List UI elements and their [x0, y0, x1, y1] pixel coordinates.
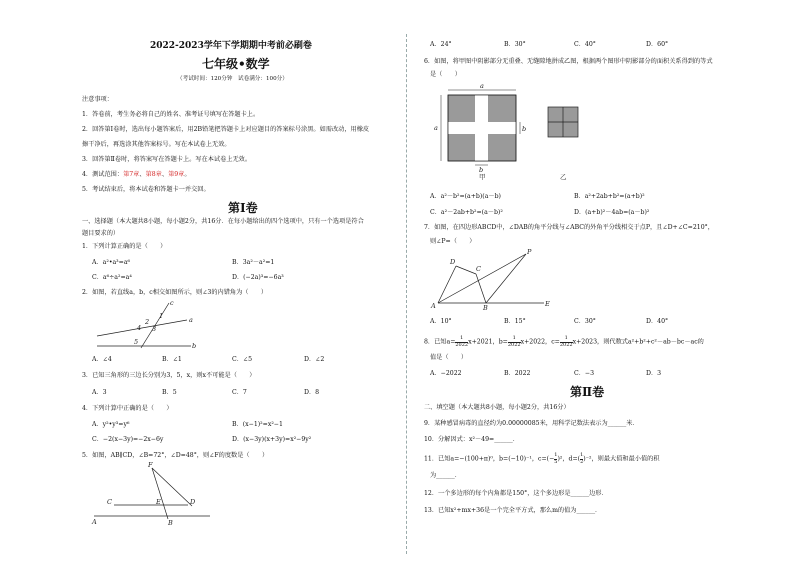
q7-option-a[interactable]: A．10°	[430, 318, 452, 325]
fig-label: b	[192, 342, 197, 350]
column-divider	[406, 34, 407, 554]
fig-label: 甲	[479, 173, 486, 181]
fraction	[455, 336, 468, 348]
fraction-num: 1	[455, 336, 468, 343]
fraction-den: 2	[580, 458, 584, 465]
scope-sep: 。	[184, 171, 191, 178]
q4-stem: 4．下列计算中正确的是（ ）	[82, 405, 173, 412]
q13-stem: 13．已知x²+mx+36是一个完全平方式，那么m的值为______．	[424, 507, 602, 514]
fig-label: F	[148, 461, 153, 469]
notice-item-scope	[82, 171, 191, 179]
q8-option-d[interactable]: D．3	[646, 370, 662, 377]
fig-label: C	[107, 498, 112, 506]
q3-option-a[interactable]: A．3	[92, 389, 107, 396]
q3-option-b[interactable]: B．5	[162, 389, 177, 396]
fig-label: a	[434, 124, 438, 132]
notice-item: 3．回答第Ⅱ卷时，将答案写在答题卡上。写在本试卷上无效。	[82, 156, 252, 163]
q8-text: x+2022，c=	[520, 338, 560, 346]
q5-option-c[interactable]: C．40°	[574, 41, 596, 48]
fig-label: 1	[159, 312, 164, 320]
q9-stem: 9．某种感冒病毒的直径约为0.00000085米，用科学记数法表示为______米．	[424, 420, 639, 427]
fraction-num: 1	[580, 452, 584, 458]
q7-figure	[431, 248, 556, 312]
q2-stem: 2．如图，若直线a，b，c相交如图所示，则∠3的内错角为（ ）	[82, 289, 268, 296]
q5-option-d[interactable]: D．60°	[646, 41, 669, 48]
q1-stem: 1．下列计算正确的是（ ）	[82, 243, 167, 250]
q11-stem	[424, 453, 660, 465]
exam-title: 2022-2023学年下学期期中考前必刷卷	[150, 41, 312, 51]
fig-label: D	[450, 258, 456, 266]
notice-heading: 注意事项：	[82, 96, 113, 103]
q6-option-c[interactable]: C．a²－2ab+b²=(a－b)²	[430, 209, 503, 216]
q5-option-a[interactable]: A．24°	[430, 41, 452, 48]
q7-stem-cont: 则∠P=（ ）	[430, 238, 476, 245]
scope-sep: 、	[139, 171, 146, 178]
q2-option-b[interactable]: B．∠1	[162, 356, 182, 363]
q2-option-c[interactable]: C．∠5	[232, 356, 253, 363]
q11-text: )²，d=(	[557, 455, 581, 463]
fig-label: E	[545, 300, 550, 308]
fig-label: 3	[152, 325, 157, 333]
scope-chapter: 第8章	[145, 171, 162, 178]
q6-stem-cont: 是（ ）	[430, 71, 461, 78]
fig-label: a	[189, 316, 193, 324]
q3-option-c[interactable]: C．7	[232, 389, 247, 396]
fig-label: B	[168, 519, 173, 527]
q6-option-d[interactable]: D．(a+b)²－4ab=(a－b)²	[574, 209, 650, 216]
fraction-num: 1	[508, 336, 521, 343]
q8-text: 8．已知a=	[424, 338, 456, 346]
right-column	[424, 0, 774, 562]
notice-item: 擦干净后，再选涂其他答案标号。写在本试卷上无效。	[82, 141, 231, 148]
q11-text: 11．已知a=−(100+π)⁰，b=(−10)⁻¹，c=(−	[424, 455, 555, 463]
q1-option-a[interactable]: A．a²•a³=a⁶	[92, 259, 130, 266]
q1-option-d[interactable]: D．(−2a)³=−6a³	[232, 274, 284, 281]
fraction-num: 1	[560, 336, 573, 343]
fig-label: C	[476, 265, 481, 273]
side-cb	[476, 274, 486, 303]
scope-chapter: 第7章	[123, 171, 140, 178]
side-dc	[456, 266, 476, 274]
q11-text: )⁻²，则最大值和最小值的积	[583, 455, 660, 463]
q8-text: x+2021，b=	[468, 338, 508, 346]
q7-option-c[interactable]: C．30°	[574, 318, 596, 325]
q8-option-c[interactable]: C．−3	[574, 370, 595, 377]
part1-heading: 第Ⅰ卷	[228, 201, 258, 215]
fig-label: P	[527, 248, 532, 256]
notice-item: 1．答卷前，考生务必将自己的姓名、准考证号填写在答题卡上。	[82, 111, 260, 118]
exam-info: （考试时间：120分钟 试卷满分：100分）	[177, 76, 288, 82]
q7-option-d[interactable]: D．40°	[646, 318, 669, 325]
q5-stem: 5．如图，AB∥CD，∠B=72°，∠D=48°，则∠F的度数是（ ）	[82, 452, 269, 459]
line-bp	[486, 254, 526, 303]
q2-option-a[interactable]: A．∠4	[92, 356, 112, 363]
q4-option-b[interactable]: B．(x−1)²=x²−1	[232, 421, 283, 428]
q4-option-d[interactable]: D．(x−3y)(x+3y)=x²−9y²	[232, 436, 312, 443]
q2-option-d[interactable]: D．∠2	[304, 356, 325, 363]
line-a	[97, 320, 187, 336]
fig-label: 5	[134, 338, 139, 346]
q7-option-b[interactable]: B．15°	[504, 318, 526, 325]
notice-item: 5．考试结束后，将本试卷和答题卡一并交回。	[82, 186, 210, 193]
q12-stem: 12．一个多边形的每个内角都是150°，这个多边形是______边形．	[424, 490, 608, 497]
q6-option-b[interactable]: B．a²+2ab+b²=(a+b)²	[574, 193, 645, 200]
q8-stem-cont: 值是（ ）	[430, 354, 468, 361]
q6-figure	[432, 82, 582, 181]
fraction-den: 2022	[507, 341, 521, 348]
cross-horizontal	[448, 122, 516, 134]
q3-stem: 3．已知三角形的三边长分别为3，5，x，则x不可能是（ ）	[82, 372, 256, 379]
fig-label: a	[480, 82, 484, 90]
fraction-num: 1	[554, 452, 558, 458]
q3-option-d[interactable]: D．8	[304, 389, 320, 396]
fraction	[508, 336, 521, 348]
q6-stem: 6．如图，将甲图中阴影部分无重叠、无缝隙地拼成乙图，根据两个图形中阴影部分的面积关系得到的等式	[424, 58, 713, 65]
fig-label: A	[92, 518, 97, 526]
fraction-den: 2022	[559, 341, 573, 348]
notice-item: 2．回答第Ⅰ卷时，选出每小题答案后，用2B铅笔把答题卡上对应题目的答案标号涂黑。如需改动，用橡皮	[82, 126, 370, 133]
fig-label: c	[170, 299, 174, 307]
q11-stem-cont: 为______．	[430, 472, 461, 479]
side-ad	[438, 266, 456, 303]
fig-label: b	[522, 125, 527, 133]
scope-chapter: 第9章	[168, 171, 185, 178]
fig-label: b	[479, 166, 484, 174]
left-column	[82, 0, 392, 562]
q4-option-c[interactable]: C．−2(x−3y)=−2x−6y	[92, 436, 164, 443]
q8-option-a[interactable]: A．−2022	[430, 370, 462, 377]
fig-label: 乙	[560, 173, 567, 181]
exam-subtitle: 七年级•数学	[202, 57, 270, 71]
fig-label: E	[156, 498, 161, 506]
q1-option-b[interactable]: B．3a²－a²=1	[232, 259, 275, 266]
q7-stem: 7．如图，在四边形ABCD中，∠DAB的角平分线与∠ABC的外角平分线相交于点P，且∠D+∠C=210°，	[424, 224, 714, 231]
scope-sep: 、	[161, 171, 169, 178]
part1-instructions: 一、选择题（本大题共8小题，每小题2分，共16分．在每小题给出的四个选项中，只有一个选项是符合	[82, 218, 364, 225]
q8-text: x+2023，则代数式a²+b²+c²－ab－bc－ac的	[572, 338, 704, 346]
q10-stem: 10．分解因式：x²－49=______．	[424, 436, 519, 443]
q5-figure	[92, 462, 222, 527]
fig-label: B	[483, 304, 488, 312]
scope-prefix: 4．测试范围：	[82, 171, 124, 178]
part1-instructions: 题目要求的）	[82, 230, 120, 237]
part2-instructions: 二、填空题（本大题共8小题，每小题2分，共16分）	[424, 404, 570, 411]
q2-figure	[97, 300, 197, 350]
q8-stem	[424, 336, 704, 348]
fraction-den: 2022	[455, 341, 469, 348]
q6-option-a[interactable]: A．a²－b²=(a+b)(a－b)	[430, 193, 501, 200]
fig-label: A	[431, 302, 436, 310]
part2-heading: 第Ⅱ卷	[570, 385, 605, 399]
fig-label: 2	[145, 318, 150, 326]
fraction	[560, 336, 573, 348]
fig-label: 4	[137, 324, 142, 332]
fraction-den: 5	[554, 458, 558, 465]
q4-option-a[interactable]: A．y²•y³=y⁶	[92, 421, 130, 428]
q1-option-c[interactable]: C．a⁶÷a²=a⁴	[92, 274, 132, 281]
fig-label: D	[190, 498, 196, 506]
q8-option-b[interactable]: B．2022	[504, 370, 531, 377]
q5-option-b[interactable]: B．30°	[504, 41, 526, 48]
